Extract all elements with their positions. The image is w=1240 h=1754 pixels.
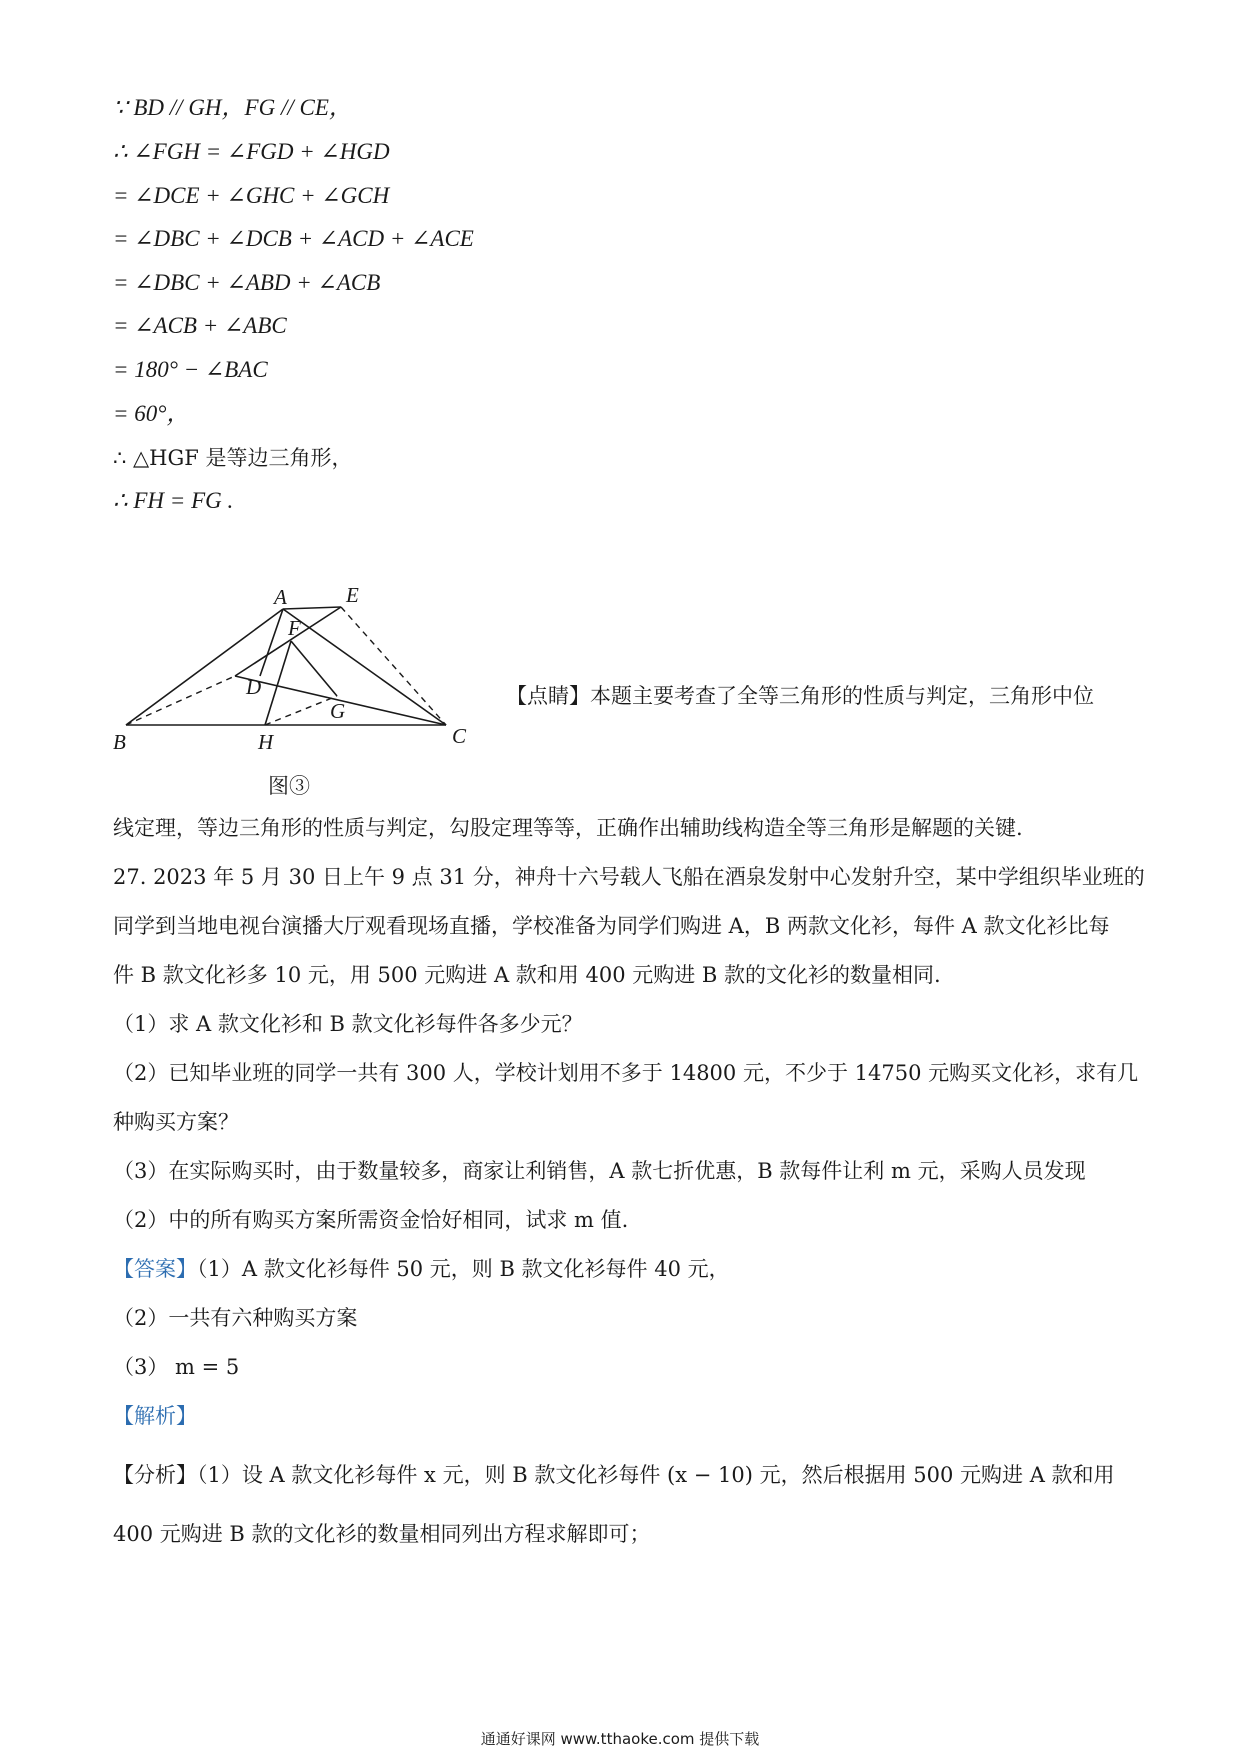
q27-line-3: 件 B 款文化衫多 10 元，用 500 元购进 A 款和用 400 元购进 B 款的文化衫的数量相同. [113,963,941,987]
label-G: G [330,699,346,723]
label-D: D [246,675,262,699]
analysis-line-2: 400 元购进 B 款的文化衫的数量相同列出方程求解即可； [113,1522,651,1546]
analysis-text-1: （1）设 A 款文化衫每件 x 元，则 B 款文化衫每件 (x − 10) 元，然后根据用 500 元购进 A 款和用 [197,1463,1115,1487]
q27-part-2a: （2）已知毕业班的同学一共有 300 人，学校计划用不多于 14800 元，不少于 14750 元购买文化衫，求有几 [113,1061,1139,1085]
proof-line-8: = 60°， [113,401,190,426]
q27-part-2b: 种购买方案？ [113,1110,239,1134]
proof-line-7: = 180° − ∠BAC [113,357,268,382]
line-AE [283,607,341,609]
q27-line-2: 同学到当地电视台演播大厅观看现场直播，学校准备为同学们购进 A，B 两款文化衫，每件 A 款文化衫比每 [113,914,1110,938]
proof-line-5: = ∠DBC + ∠ABD + ∠ACB [113,270,381,295]
analysis-line-1 [113,1461,1115,1489]
q27-part-1: （1）求 A 款文化衫和 B 款文化衫每件各多少元？ [113,1012,583,1036]
label-E: E [346,588,359,607]
fenxi-tag: 【分析】 [113,1463,197,1487]
q27-part-3b: （2）中的所有购买方案所需资金恰好相同，试求 m 值. [113,1208,629,1232]
answer-tag: 【答案】 [113,1257,197,1281]
line-BD-dashed [126,676,235,725]
comment-line-2: 线定理，等边三角形的性质与判定，勾股定理等等，正确作出辅助线构造全等三角形是解题的关键. [113,816,1023,840]
comment-tag: 【点睛】 [506,684,590,708]
proof-line-6: = ∠ACB + ∠ABC [113,313,287,338]
figure-caption: 图③ [268,774,310,798]
q27-line-1: 27. 2023 年 5 月 30 日上午 9 点 31 分，神舟十六号载人飞船在酒泉发射中心发射升空，某中学组织毕业班的 [113,865,1145,889]
answer-line-1 [113,1255,730,1283]
comment-line-1 [506,682,1094,710]
proof-line-2: ∴ ∠FGH = ∠FGD + ∠HGD [113,139,390,164]
answer-text-1: （1）A 款文化衫每件 50 元，则 B 款文化衫每件 40 元， [197,1257,730,1281]
proof-line-10: ∴ FH = FG . [113,488,234,513]
comment-text-1: 本题主要考查了全等三角形的性质与判定，三角形中位 [590,684,1094,708]
answer-line-3: （3） m = 5 [113,1355,240,1379]
analysis-tag: 【解析】 [113,1404,197,1428]
proof-line-1: ∵ BD // GH，FG // CE， [113,95,352,120]
proof-line-9: ∴ △HGF 是等边三角形， [113,446,353,470]
label-B: B [113,730,126,754]
answer-line-2: （2）一共有六种购买方案 [113,1306,358,1330]
geometry-figure [108,588,488,798]
q27-part-3a: （3）在实际购买时，由于数量较多，商家让利销售，A 款七折优惠，B 款每件让利 m 元，采购人员发现 [113,1159,1086,1183]
label-A: A [274,588,287,609]
label-C: C [452,724,467,748]
line-AD [260,609,283,676]
proof-line-3: = ∠DCE + ∠GHC + ∠GCH [113,183,390,208]
label-H: H [258,730,274,754]
line-BA [126,609,283,725]
line-HG-dashed [265,696,337,725]
proof-line-4: = ∠DBC + ∠DCB + ∠ACD + ∠ACE [113,226,474,251]
line-FG [291,641,337,696]
label-F: F [288,616,301,640]
line-EC-dashed [341,607,446,725]
page-footer: 通通好课网 www.tthaoke.com 提供下载 [480,1730,760,1748]
